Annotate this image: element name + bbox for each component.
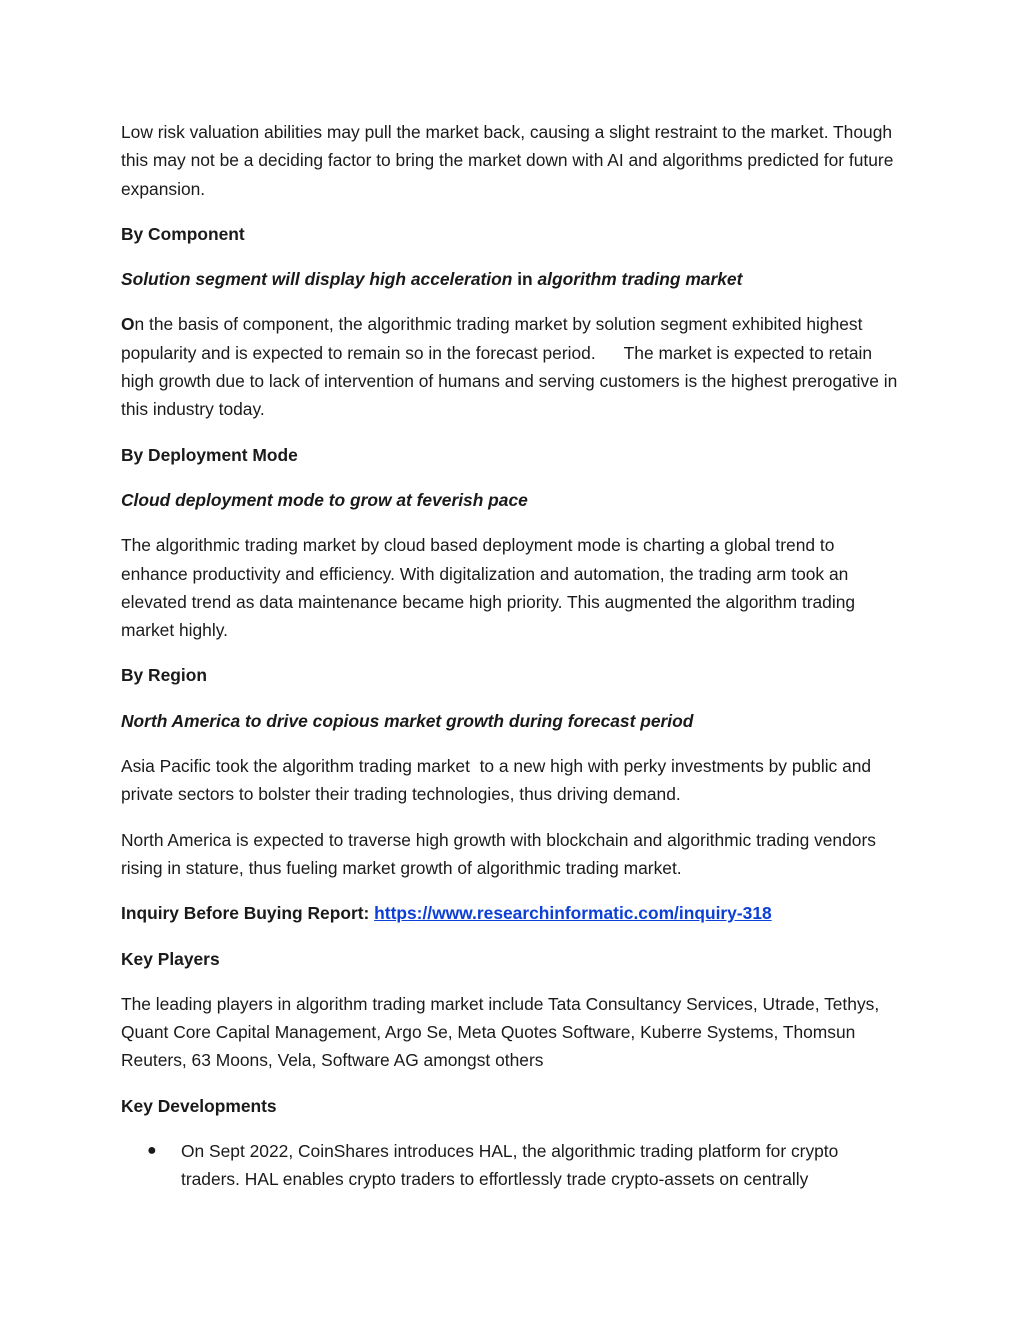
- region-paragraph-asia: Asia Pacific took the algorithm trading market to a new high with perky investments by public and private sectors to bolster their trading technologies, thus driving demand.: [121, 756, 876, 805]
- component-dropcap: O: [121, 314, 135, 335]
- list-item-text: On Sept 2022, CoinShares introduces HAL, the algorithmic trading platform for crypto traders. HAL enables crypto traders to effortlessly trade crypto-assets on centrally: [181, 1141, 839, 1190]
- key-players-paragraph: The leading players in algorithm trading market include Tata Consultancy Services, Utrade, Tethys, Quant Core Capital Management, Argo Se, Meta Quotes Software, Kuberre Systems, Thomsun Reuters, 63 Moons, Vela, Software AG amongst others: [121, 993, 880, 1071]
- component-subheading: [121, 265, 901, 293]
- region-paragraph-north-america: North America is expected to traverse high growth with blockchain and algorithmic trading vendors rising in stature, thus fueling market growth of algorithmic trading market.: [121, 829, 876, 878]
- key-developments-heading: Key Developments: [121, 1095, 277, 1116]
- component-subheading-part2: algorithm trading market: [537, 269, 743, 290]
- by-component-heading: By Component: [121, 223, 245, 244]
- component-paragraph: [121, 310, 901, 423]
- key-players-heading: Key Players: [121, 948, 220, 969]
- bullet-icon: ●: [147, 1142, 157, 1160]
- inquiry-label: Inquiry Before Buying Report:: [121, 903, 375, 924]
- deployment-subheading: Cloud deployment mode to grow at feverish pace: [121, 489, 528, 510]
- intro-paragraph: Low risk valuation abilities may pull the market back, causing a slight restraint to the market. Though this may not be a deciding factor to bring the market down with AI and algorithms predicted for future expansion.: [121, 122, 894, 199]
- list-item: [147, 1137, 901, 1194]
- deployment-paragraph: The algorithmic trading market by cloud based deployment mode is charting a global trend to enhance productivity and efficiency. With digitalization and automation, the trading arm took an elevated trend as data maintenance became high priority. This augmented the algorithm trading market highly.: [121, 535, 856, 641]
- by-region-heading: By Region: [121, 665, 207, 686]
- key-developments-list: [121, 1137, 901, 1194]
- inquiry-line: [121, 899, 901, 927]
- component-paragraph-part1: n the basis of component, the algorithmic trading market by solution segment exhibited highest popularity and is expected to remain so in the forecast period.: [121, 314, 863, 363]
- by-deployment-heading: By Deployment Mode: [121, 444, 298, 465]
- region-subheading: North America to drive copious market growth during forecast period: [121, 710, 694, 731]
- component-subheading-part1: Solution segment will display high acceleration: [121, 269, 513, 290]
- component-paragraph-part2: The market is expected to retain high growth due to lack of intervention of humans and serving customers is the highest prerogative in this industry today.: [121, 342, 898, 420]
- inquiry-link[interactable]: https://www.researchinformatic.com/inquiry-318: [374, 903, 772, 924]
- component-subheading-connector: in: [512, 269, 538, 290]
- document-page: [121, 118, 901, 1194]
